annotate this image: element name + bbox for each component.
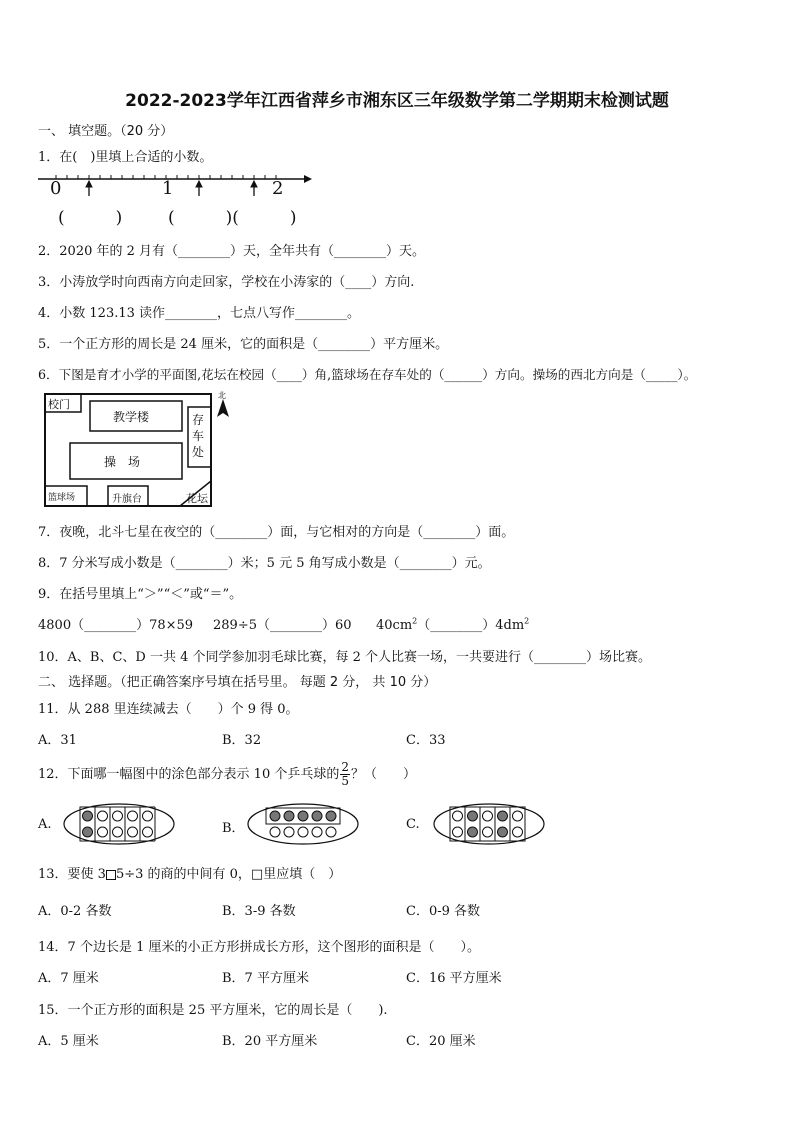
fraction-two-fifths: $\frac{2}{5}$ bbox=[341, 760, 349, 788]
page-title: 2022-2023学年江西省萍乡市湘东区三年级数学第二学期期末检测试题 bbox=[125, 91, 669, 111]
q14-option-c: C．16 平方厘米 bbox=[406, 971, 502, 986]
map-gate: 校门 bbox=[48, 398, 70, 411]
q15-option-c: C．20 厘米 bbox=[406, 1034, 476, 1049]
question-4: 4．小数 123.13 读作________，七点八写作________。 bbox=[38, 306, 361, 321]
question-2: 2．2020 年的 2 月有（________）天，全年共有（________）天。 bbox=[38, 244, 426, 259]
question-7: 7．夜晚，北斗七星在夜空的（________）面，与它相对的方向是（________）面。 bbox=[38, 525, 515, 540]
question-14: 14．7 个边长是 1 厘米的小正方形拼成长方形，这个图形的面积是（ ）。 bbox=[38, 940, 480, 955]
section-fill-blank-heading: 一、 填空题。（20 分） bbox=[38, 124, 174, 139]
north-arrow-icon bbox=[217, 399, 229, 417]
q11-option-b: B．32 bbox=[222, 733, 262, 748]
map-parking-3: 处 bbox=[192, 445, 205, 459]
q14-option-a: A．7 厘米 bbox=[38, 971, 99, 986]
blank-square-icon bbox=[106, 870, 116, 880]
question-10: 10．A、B、C、D 一共 4 个同学参加羽毛球比赛，每 2 个人比赛一场，一共要进行（________）场比赛。 bbox=[38, 650, 652, 665]
section-choice-heading: 二、 选择题。（把正确答案序号填在括号里。 每题 2 分， 共 10 分） bbox=[38, 675, 437, 690]
q15-option-b: B．20 平方厘米 bbox=[222, 1034, 318, 1049]
q12-option-c-label: C. bbox=[406, 817, 420, 832]
q13-option-a: A．0-2 各数 bbox=[38, 904, 112, 919]
q9-item-c: $40cm^2(\_\_\_\_\_\_\_\_)4dm^2$ bbox=[376, 616, 530, 633]
school-map bbox=[40, 389, 240, 511]
number-line-blank-2: ( )( ) bbox=[168, 208, 297, 228]
map-flowerbed: 花坛 bbox=[186, 492, 208, 505]
question-5: 5．一个正方形的周长是 24 厘米，它的面积是（________）平方厘米。 bbox=[38, 337, 449, 352]
q11-option-c: C．33 bbox=[406, 733, 446, 748]
question-15: 15．一个正方形的面积是 25 平方厘米，它的周长是（ ). bbox=[38, 1003, 388, 1018]
number-line-label-0: 0 bbox=[50, 178, 62, 199]
q12-option-a-label: A. bbox=[38, 817, 52, 832]
question-1: 1．在( )里填上合适的小数。 bbox=[38, 150, 213, 165]
question-13: 13．要使 3 5÷3 的商的中间有 0，□里应填（ ） bbox=[38, 867, 342, 882]
question-3: 3．小涛放学时向西南方向走回家，学校在小涛家的（____）方向. bbox=[38, 275, 415, 290]
q9-item-b: 289÷5（________）60 bbox=[213, 618, 352, 633]
q12-option-b-balls bbox=[246, 802, 360, 846]
q13-option-b: B．3-9 各数 bbox=[222, 904, 296, 919]
question-9: 9．在括号里填上“＞”“＜”或“＝”。 bbox=[38, 587, 243, 602]
question-8: 8．7 分米写成小数是（________）米；5 元 5 角写成小数是（________）元。 bbox=[38, 556, 491, 571]
number-line-blank-1: ( ) bbox=[58, 208, 123, 228]
q9-item-a: 4800（________）78×59 bbox=[38, 618, 194, 633]
map-north-label: 北 bbox=[218, 391, 226, 400]
q12-option-b-label: B． bbox=[222, 821, 245, 836]
q15-option-a: A．5 厘米 bbox=[38, 1034, 99, 1049]
map-playground: 操 场 bbox=[104, 455, 141, 469]
map-flagstage: 升旗台 bbox=[112, 494, 142, 505]
number-line-label-1: 1 bbox=[162, 178, 174, 199]
map-basketball: 篮球场 bbox=[48, 493, 76, 503]
q12-option-a-balls bbox=[62, 802, 176, 846]
question-11: 11．从 288 里连续减去（ ）个 9 得 0。 bbox=[38, 702, 299, 717]
q12-option-c-balls bbox=[432, 802, 546, 846]
q13-option-c: C．0-9 各数 bbox=[406, 904, 481, 919]
number-line-label-2: 2 bbox=[272, 178, 284, 199]
q14-option-b: B．7 平方厘米 bbox=[222, 971, 309, 986]
map-parking-1: 存 bbox=[192, 413, 205, 427]
map-parking-2: 车 bbox=[192, 429, 205, 443]
q11-option-a: A．31 bbox=[38, 733, 77, 748]
question-6: 6．下图是育才小学的平面图,花坛在校园（____）角,篮球场在存车处的（______）方向。操场的西北方向是（_____）。 bbox=[38, 367, 697, 382]
map-building: 教学楼 bbox=[113, 410, 150, 424]
question-12: 12．下面哪一幅图中的涂色部分表示 10 个乒乓球的 $\frac{2}{5}$ ？（ ） bbox=[38, 760, 417, 788]
